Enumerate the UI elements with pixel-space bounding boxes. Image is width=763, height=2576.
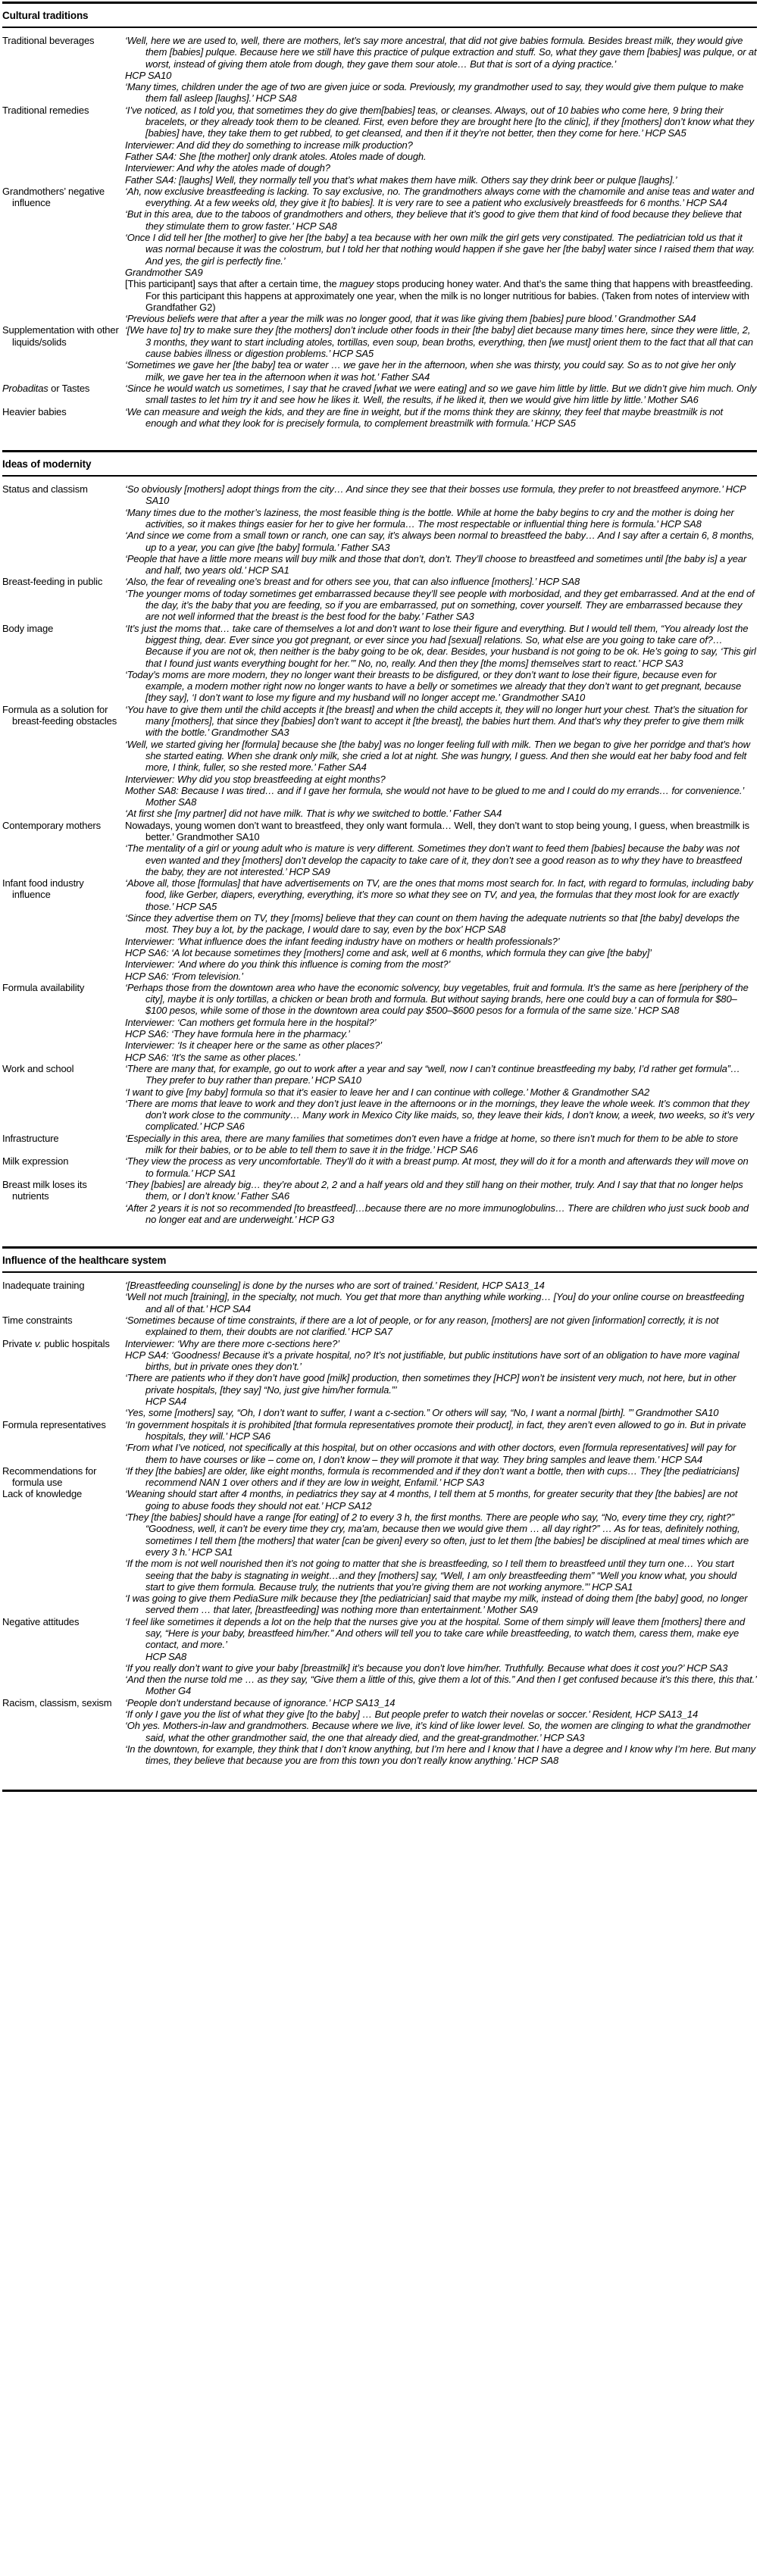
quote-paragraph: ‘If you really don’t want to give your baby [breastmilk] it’s because you don’t love him/her. Truthfully. Because what does it cost you?’ HCP SA3	[125, 1662, 728, 1674]
quote-paragraph: ‘But in this area, due to the taboos of grandmothers and others, they believe that it’s good to give them that kind of food because they believe that they stimulate them to grow faster.’ HCP SA8	[125, 208, 742, 232]
quotes-cell	[125, 406, 757, 430]
quote-paragraph: ‘After 2 years it is not so recommended [to breastfeed]…because there are no more immunoglobulins… There are children who just suck boob and no longer eat and are underweight.’ HCP G3	[125, 1202, 749, 1225]
text-segment: Inadequate training	[2, 1280, 85, 1292]
quote-paragraph: ‘There are moms that leave to work and they don’t just leave in the afternoons or in the mornings, they leave the whole week. It’s common that they don’t work close to the community… Many work in Mexico City like maids, so, they leave their kids, I don’t know, a week, two weeks, so it’s very complicated.’ HCP SA6	[125, 1097, 755, 1133]
section-header: Cultural traditions	[2, 10, 89, 21]
quote-paragraph: ‘The younger moms of today sometimes get embarrassed because they’ll see people with morbosidad, and they get embarrassed. And at the end of the day, it’s the baby that you are feeding, so if you are embarrassed, put on something, cover yourself. They are embarrassed because they are not well informed that the breast is the best food for the baby.’ Father SA3	[125, 587, 755, 623]
theme-label	[2, 576, 125, 587]
table-row	[2, 324, 757, 382]
quote-paragraph: ‘And then the nurse told me … as they say, “Give them a little of this, give them a lot of this.” And then I get confused because it’s this there, this that.’ Mother G4	[125, 1674, 757, 1697]
theme-label	[2, 877, 125, 901]
text-segment: Infrastructure	[2, 1132, 59, 1144]
table-row	[2, 1063, 757, 1133]
quotes-cell	[125, 1488, 757, 1615]
table-row	[2, 1488, 757, 1615]
quote-paragraph: ‘Sometimes because of time constraints, if there are a lot of people, or for any reason, [mothers] are not given [information] correctly, it is not explained to them, their doubts are not clarified.’ HCP SA7	[125, 1314, 719, 1338]
quote-paragraph: ‘Ah, now exclusive breastfeeding is lacking. To say exclusive, no. The grandmothers always come with the chamomile and anise teas and water and everything. At a few weeks old, they give it [to babies]. It is very rare to see a patient who exclusively breastfeeds for 6 months.’ HCP SA4	[125, 185, 755, 209]
table-row	[2, 406, 757, 430]
table-row	[2, 383, 757, 406]
section-header: Ideas of modernity	[2, 458, 92, 470]
quote-paragraph: ‘Especially in this area, there are many families that sometimes don’t even have a fridge at home, so there isn’t much for them to be able to store milk for their babies, or to be able to tell them to save it in the fridge.’ HCP SA6	[125, 1132, 738, 1156]
quote-paragraph: Father SA4: She [the mother] only drank atoles. Atoles made of dough.	[125, 150, 427, 162]
quote-paragraph: HCP SA8	[145, 1650, 187, 1662]
table-row	[2, 820, 757, 877]
table-row	[2, 483, 757, 576]
theme-label	[2, 1179, 125, 1202]
quote-paragraph: ‘If they [the babies] are older, like eight months, formula is recommended and if they don’t want a bottle, then with cups… They [the pediatricians] recommend NAN 1 over others and if they are low in weight, Enfamil.’ HCP SA3	[125, 1465, 740, 1489]
table-section	[2, 450, 757, 1246]
quotes-cell	[125, 877, 757, 982]
quotes-cell	[125, 1155, 757, 1179]
table-row	[2, 1133, 757, 1156]
text-segment: Traditional beverages	[2, 35, 95, 46]
table-row	[2, 1280, 757, 1315]
quote-paragraph: ‘People that have a little more means will buy milk and those that don’t, don’t. They’ll choose to breastfeed and sometimes until [the baby is] a year and half, two years old.’ HCP SA1	[125, 552, 747, 577]
quotes-cell	[125, 324, 757, 382]
text-segment: Milk expression	[2, 1155, 69, 1168]
italic-text-segment: maguey	[339, 278, 374, 290]
table-bottom-rule	[2, 1790, 757, 1792]
quote-paragraph: ‘If the mom is not well nourished then it’s not going to matter that she is breastfeeding, so I tell them to breastfeed until they turn one… You start seeing that the baby is stagnating in weight…and they [mothers] say, “Well, I am only breastfeeding them” “Well you know what, you should start to give them formula. Because truly, the nutrients that you’re giving them are not working anymore.”’ HCP SA1	[125, 1558, 737, 1593]
quotes-cell	[125, 1063, 757, 1133]
text-segment: Contemporary mothers	[2, 819, 101, 831]
quotes-cell	[125, 1465, 757, 1489]
theme-label	[2, 1488, 125, 1499]
quote-paragraph: Nowadays, young women don’t want to breastfeed, they only want formula… Well, they don’t want to stop being young, I guess, when breastmilk is better.’ Grandmother SA10	[125, 819, 749, 843]
quote-paragraph: Grandmother SA9	[125, 266, 203, 278]
theme-label	[2, 383, 125, 394]
quote-paragraph: ‘From what I’ve noticed, not specifically at this hospital, but on other occasions and with other doctors, even [formula representatives] will pay for them to have courses or like – come on, I don’t know – they will promote it that way. They bring samples and leave them.’ HCP SA4	[125, 1442, 736, 1465]
quote-paragraph: ‘Today’s moms are more modern, they no longer want their breasts to be disfigured, or they don’t want to lose their figure, because even for example, a modern mother right now no longer wants to have a belly or sometimes we already that they don’t want to get pregnant, because [they say], ‘I don’t want to lose my figure and my husband will no longer accept me.’ Grandmother SA10	[125, 668, 742, 704]
theme-label	[2, 324, 125, 348]
table-row	[2, 1155, 757, 1179]
quote-paragraph: HCP SA6: ‘It’s the same as other places.’	[125, 1051, 300, 1063]
table-row	[2, 186, 757, 325]
quote-paragraph: ‘Previous beliefs were that after a year the milk was no longer good, that it was like giving them [babies] pure blood.’ Grandmother SA4	[125, 313, 696, 325]
theme-label	[2, 1280, 125, 1291]
theme-label	[2, 406, 125, 417]
table-row	[2, 704, 757, 820]
quotes-cell	[125, 1280, 757, 1315]
table-row	[2, 1419, 757, 1465]
text-segment: stops producing honey water. And that’s the same thing that happens with breastfeeding. For this participant this happens at approximately one year, when the milk is no longer nutritious for babies. (Taken from notes of interview with Grandfather G2)	[145, 278, 753, 313]
section-header: Influence of the healthcare system	[2, 1255, 167, 1267]
theme-label	[2, 105, 125, 116]
text-segment: Heavier babies	[2, 405, 67, 417]
quotes-cell	[125, 186, 757, 325]
quote-paragraph: HCP SA10	[125, 69, 172, 81]
text-segment: Body image	[2, 622, 54, 634]
quote-paragraph: ‘In government hospitals it is prohibited [that formula representatives promote their product], in fact, they aren’t even allowed to go in. But in private hospitals, they will.’ HCP SA6	[125, 1418, 746, 1442]
quote-paragraph: Interviewer: And did they do something to increase milk production?	[125, 139, 413, 151]
quotes-cell	[125, 820, 757, 877]
theme-label	[2, 35, 125, 46]
theme-label	[2, 1315, 125, 1326]
quotes-cell	[125, 1697, 757, 1767]
theme-label	[2, 1133, 125, 1144]
quote-paragraph: ‘Also, the fear of revealing one’s breast and for others see you, that can also influence [mothers].’ HCP SA8	[125, 576, 580, 588]
quote-paragraph: Interviewer: Why did you stop breastfeeding at eight months?	[125, 773, 386, 785]
quote-paragraph: ‘Yes, some [mothers] say, “Oh, I don’t want to suffer, I want a c-section.” Or others will say, “No, I want a normal [birth]. ”’ Grandmother SA10	[125, 1407, 719, 1419]
quote-paragraph: ‘Many times, children under the age of two are given juice or soda. Previously, my grandmother used to say, they would give them pulque to make them fall asleep [laughs].’ HCP SA8	[125, 81, 744, 105]
text-segment: Formula availability	[2, 981, 85, 993]
theme-label	[2, 704, 125, 727]
quote-paragraph: ‘People don’t understand because of ignorance.’ HCP SA13_14	[125, 1696, 396, 1708]
quotes-cell	[125, 704, 757, 820]
table-section	[2, 1246, 757, 1787]
quote-paragraph: ‘Above all, those [formulas] that have advertisements on TV, are the ones that moms most search for. In fact, with regard to formulas, including baby food, like Gerber, diapers, everything, everything, it’s more so what they see on TV, and yea, the formulas that they most look for are exactly those.’ HCP SA5	[125, 877, 753, 912]
quote-paragraph: Interviewer: ‘What influence does the infant feeding industry have on mothers or health professionals?’	[125, 935, 560, 947]
quote-paragraph: Interviewer: ‘Why are there more c-sections here?’	[125, 1337, 339, 1349]
quote-paragraph: Mother SA8: Because I was tired… and if I gave her formula, she would not have to be glued to me and I could do my errands… for convenience.’ Mother SA8	[125, 784, 744, 808]
quote-paragraph: ‘Oh yes. Mothers-in-law and grandmothers. Because where we live, it’s kind of like lower level. So, the women are clinging to what the grandmother said, what the other grandmother said, the one that already died, and the great-grandmother.’ HCP SA3	[125, 1720, 751, 1743]
quote-paragraph: ‘I was going to give them PediaSure milk because they [the pediatrician] said that maybe my milk, instead of doing them [the baby] good, no longer served them … that later, [breastfeeding] was nothing more than entertainment.’ Mother SA9	[125, 1593, 748, 1616]
table-row	[2, 35, 757, 105]
table-row	[2, 1315, 757, 1338]
italic-text-segment: Probaditas	[2, 382, 48, 394]
table-row	[2, 1616, 757, 1697]
quote-paragraph: HCP SA6: ‘They have formula here in the pharmacy.’	[125, 1028, 350, 1040]
text-segment: Status and classism	[2, 483, 88, 496]
text-segment: Traditional remedies	[2, 104, 89, 116]
quote-paragraph: Interviewer: And why the atoles made of dough?	[125, 162, 330, 174]
table-row	[2, 1697, 757, 1767]
quote-paragraph: Interviewer: ‘Can mothers get formula here in the hospital?’	[125, 1016, 377, 1028]
quote-paragraph: ‘So obviously [mothers] adopt things from the city… And since they see that their bosses use formula, they prefer to not breastfeed anymore.’ HCP SA10	[125, 483, 746, 507]
table-row	[2, 1179, 757, 1225]
italic-text-segment: v.	[34, 1337, 42, 1349]
text-segment: Lack of knowledge	[2, 1488, 83, 1500]
quote-paragraph: ‘If only I gave you the list of what they give [to the baby] … But people prefer to watch their novelas or soccer.’ Resident, HCP SA13_14	[125, 1708, 699, 1721]
theme-label	[2, 1465, 125, 1489]
quote-paragraph: HCP SA6: ‘From television.’	[125, 970, 243, 982]
quote-paragraph: ‘I feel like sometimes it depends a lot on the help that the nurses give you at the hospital. Some of them simply will leave them [mothers] there and say, “Here is your baby, breastfeed him/her.” And others will tell you to take care while breastfeeding, to watch them, caress them, make eye contact, and more.’	[125, 1615, 746, 1651]
text-segment: Infant food industry influence	[2, 877, 84, 901]
theme-label	[2, 982, 125, 993]
theme-label	[2, 186, 125, 209]
quotes-cell	[125, 1179, 757, 1225]
table-row	[2, 576, 757, 622]
quote-paragraph: ‘We can measure and weigh the kids, and they are fine in weight, but if the moms think they are skinny, they feel that maybe breastmilk is not enough and what they look for is precisely formula, to complement breastmilk with formula.’ HCP SA5	[125, 405, 723, 429]
quote-paragraph: ‘In the downtown, for example, they think that I don’t know anything, but I’m here and I know that I have a degree and I know why I’m here. But many times, they believe that because you are from this town you don’t really know anything.’ HCP SA8	[125, 1743, 755, 1767]
table-row	[2, 1465, 757, 1489]
quote-paragraph: ‘Since he would watch us sometimes, I say that he craved [what we were eating] and so we gave him little by little. But we didn’t give him much. Only small tastes to let him try it and see how he likes it. Well, the results, if he liked it, then we would give him little by little.’ Mother SA6	[125, 382, 757, 406]
table-row	[2, 982, 757, 1063]
text-segment: [This participant] says that after a certain time, the	[125, 278, 339, 290]
text-segment: Breast milk loses its nutrients	[2, 1178, 87, 1202]
quotes-cell	[125, 1338, 757, 1419]
quote-paragraph: ‘They [the babies] should have a range [for eating] of 2 to every 3 h, the first months. There are people who say, “No, every time they cry, right?” “Goodness, well, it can’t be every time they cry, ma’am, because then we would give them … all day right?” … As for teas, definitely nothing, sometimes I tell them [the mothers] that water [can be given] every so often, just to let them [the babies] be disciplined at meal times which are every 3 h.’ HCP SA1	[125, 1512, 749, 1558]
quote-paragraph: ‘There are patients who if they don’t have good [milk] production, then sometimes they [HCP] won’t be insistent very much, not here, but in other private hospitals, [they say] “No, just give him/her formula.”’	[125, 1372, 736, 1396]
theme-label	[2, 1338, 125, 1349]
quotes-cell	[125, 383, 757, 406]
quote-paragraph: Father SA4: [laughs] Well, they normally tell you that’s what makes them have milk. Others say they drink beer or pulque [laughs].’	[125, 174, 677, 186]
quote-paragraph: ‘They view the process as very uncomfortable. They’ll do it with a breast pump. At most, they will do it for a month and afterwards they will move on to formula.’ HCP SA1	[125, 1155, 749, 1179]
quote-paragraph: ‘I’ve noticed, as I told you, that sometimes they do give them[babies] teas, or cleanses. Always, out of 10 babies who come here, 9 bring their bracelets, or they already took them to be cleaned. First, even before they are brought here [to the clinic], if they [mothers] don’t know what they [babies] have, they take them to get rubbed, to get cleansed, and then if it they’re not better, then they come for here.’ HCP SA5	[125, 104, 755, 139]
quotes-cell	[125, 1133, 757, 1156]
text-segment: or Tastes	[48, 382, 90, 394]
quote-paragraph: ‘The mentality of a girl or young adult who is mature is very different. Sometimes they don’t want to feed them [babies] because the baby was not even wanted and they [mothers] don’t develop the capacity to take care of it, they don’t see a good reason as to why they have to breastfeed the baby, they are not interested.’ HCP SA9	[125, 843, 742, 877]
quotes-cell	[125, 483, 757, 576]
quote-paragraph: HCP SA4	[145, 1396, 187, 1408]
quotes-cell	[125, 1315, 757, 1338]
text-segment: Grandmothers’ negative influence	[2, 185, 105, 209]
quote-paragraph: HCP SA6: ‘A lot because sometimes they [mothers] come and ask, well at 6 months, which formula they can give [the baby]’	[125, 946, 652, 958]
theme-label	[2, 1063, 125, 1074]
quote-paragraph: ‘I want to give [my baby] formula so that it’s easier to leave her and I can continue with college.’ Mother & Grandmother SA2	[125, 1086, 650, 1098]
table-row	[2, 1338, 757, 1419]
text-segment: Racism, classism, sexism	[2, 1696, 112, 1708]
text-segment: Formula representatives	[2, 1418, 106, 1430]
quote-paragraph: ‘There are many that, for example, go out to work after a year and say “well, now I can’t continue breastfeeding my baby, I’d rather get formula”… They prefer to buy rather than prepare.’ HCP SA10	[125, 1062, 740, 1086]
quote-paragraph: HCP SA4: ‘Goodness! Because it’s a private hospital, no? It’s not justifiable, but public institutions have sort of an obligation to have more vaginal births, but in private ones they don’t.’	[125, 1349, 740, 1373]
text-segment: Private	[2, 1337, 35, 1349]
quote-paragraph: ‘And since we come from a small town or ranch, one can say, it’s always been normal to breastfeed the baby… And I say after a certain 6, 8 months, up to a year, you can give [the baby] formula.’ Father SA3	[125, 530, 755, 553]
quotes-cell	[125, 576, 757, 622]
quote-paragraph: ‘[We have to] try to make sure they [the mothers] don’t include other foods in their [the baby] diet because many times here, since they were little, 2, 3 months, they want to start including atoles, tortillas, even soup, bean broths, everything, then [we must] orient them to the fact that all that can cause babies illness or digestion problems.’ HCP SA5	[125, 324, 754, 360]
quotes-cell	[125, 105, 757, 186]
theme-label	[2, 1155, 125, 1167]
quote-paragraph: ‘Perhaps those from the downtown area who have the economic solvency, buy vegetables, fruit and formula. It’s the same as here [periphery of the city], maybe it is only tortillas, a chicken or bean broth and formula. But without saying brands, here one could buy a can of formula for $80–$100 pesos, while some of those in the downtown area could pay $500–$600 pesos for a formula of the same size.’ HCP SA8	[125, 981, 749, 1017]
section-rows	[2, 1273, 757, 1787]
text-segment: public hospitals	[41, 1337, 110, 1349]
quote-paragraph: Interviewer: ‘Is it cheaper here or the same as other places?’	[125, 1039, 382, 1052]
theme-label	[2, 623, 125, 634]
quote-paragraph: ‘Since they advertise them on TV, they [moms] believe that they can count on them having the adequate nutrients so that [the baby] develops the most. They buy a lot, by the package, I would dare to say, even by the box’ HCP SA8	[125, 912, 740, 936]
theme-label	[2, 820, 125, 831]
theme-label	[2, 1697, 125, 1708]
quote-paragraph: ‘It’s just the moms that… take care of themselves a lot and don’t want to lose their figure and everything. But I would tell them, “You already lost the biggest thing, dear. Ever since you got pregnant, or ever since you had [sexual] relations. So, what else are you going to take care of?… Because if you are not ok, then neither is the baby going to be ok, dear. Besides, your husband is not going to be ok. He’s going to say, ‘This girl that I found just wants everything bought for her.’” No, no, really. And then they [the moms] themselves start to react.’ HCP SA3	[125, 622, 756, 669]
quote-paragraph: ‘You have to give them until the child accepts it [the breast] and when the child accepts it, they will no longer hurt your chest. That’s the situation for many [mothers], that since they [babies] don’t want to accept it [the breast], the babies hurt them. And that’s why they prefer to give them milk with the bottle.’ Grandmother SA3	[125, 703, 748, 739]
table-sections-container	[2, 2, 757, 1788]
text-segment: Work and school	[2, 1062, 74, 1074]
table-row	[2, 623, 757, 704]
quotes-cell	[125, 35, 757, 105]
quote-paragraph: ‘They [babies] are already big… they’re about 2, 2 and a half years old and they still hang on their mother, truly. And I say that that no longer helps them, or I don’t know.’ Father SA6	[125, 1178, 743, 1202]
text-segment: Time constraints	[2, 1314, 73, 1326]
text-segment: Breast-feeding in public	[2, 576, 103, 588]
quote-paragraph: ‘At first she [my partner] did not have milk. That is why we switched to bottle.’ Father SA4	[125, 808, 502, 820]
quote-paragraph: ‘Weaning should start after 4 months, in pediatrics they say at 4 months, I tell them at 5 months, for greater security that they [the babies] are not going to abuse foods they should not eat.’ HCP SA12	[125, 1488, 738, 1512]
section-rows	[2, 477, 757, 1246]
quote-paragraph: ‘Once I did tell her [the mother] to give her [the baby] a tea because with her own milk the girl gets very constipated. The pediatrician told us that it was normal because it was the colostrum, but I told her that nothing would happen if she gave her [the baby] water since I raised them that way. And yes, the girl is perfectly fine.’	[125, 232, 755, 267]
quote-paragraph: ‘Well, we started giving her [formula] because she [the baby] was no longer feeling full with milk. Then we began to give her porridge and that’s how she started eating. When she drank only milk, she cried a lot at night. She was hungry, I guess. And then she would eat her baby food and felt more, I think, fuller, so she rested more.’ Father SA4	[125, 738, 750, 774]
table-section	[2, 2, 757, 450]
quotes-cell	[125, 1616, 757, 1697]
quotes-cell	[125, 623, 757, 704]
quote-paragraph: ‘Many times due to the mother’s laziness, the most feasible thing is the bottle. While at home the baby begins to cry and the mother is doing her activities, so it makes things easier for her to give her formula… The most respectable or influential thing here is formula.’ HCP SA8	[125, 506, 734, 530]
quote-paragraph	[125, 278, 757, 313]
section-rows	[2, 28, 757, 450]
quote-paragraph: ‘Sometimes we gave her [the baby] tea or water … we gave her in the afternoon, when she was thirsty, you could say. So as to not give her only milk, we gave her tea in the afternoon when it was hot.’ Father SA4	[125, 359, 736, 383]
quotes-cell	[125, 982, 757, 1063]
theme-label	[2, 1616, 125, 1627]
text-segment: Negative attitudes	[2, 1615, 80, 1627]
quote-paragraph: ‘[Breastfeeding counseling] is done by the nurses who are sort of trained.’ Resident, HCP SA13_14	[125, 1280, 545, 1292]
quote-paragraph: ‘Well, here we are used to, well, there are mothers, let’s say more ancestral, that did not give babies formula. Besides breast milk, they would give them [babies] pulque. Because here we still have this practice of pulque extraction and stuff. So, what they gave them [babies] was pulque, or at worst, instead of giving them atole from dough, they gave them sour atole… But that is sort of a dying practice.’	[125, 35, 757, 70]
quotes-cell	[125, 1419, 757, 1465]
theme-label	[2, 483, 125, 495]
text-segment: Recommendations for formula use	[2, 1465, 97, 1489]
table-row	[2, 877, 757, 982]
quote-paragraph: Interviewer: ‘And where do you think this influence is coming from the most?’	[125, 958, 451, 971]
theme-label	[2, 1419, 125, 1430]
quote-paragraph: ‘Well not much [training], in the specialty, not much. You get that more than anything while working… [You] do your online course on breastfeeding and all of that.’ HCP SA4	[125, 1291, 745, 1315]
table-row	[2, 105, 757, 186]
text-segment: Formula as a solution for breast-feeding obstacles	[2, 703, 117, 727]
text-segment: Supplementation with other liquids/solids	[2, 324, 119, 348]
